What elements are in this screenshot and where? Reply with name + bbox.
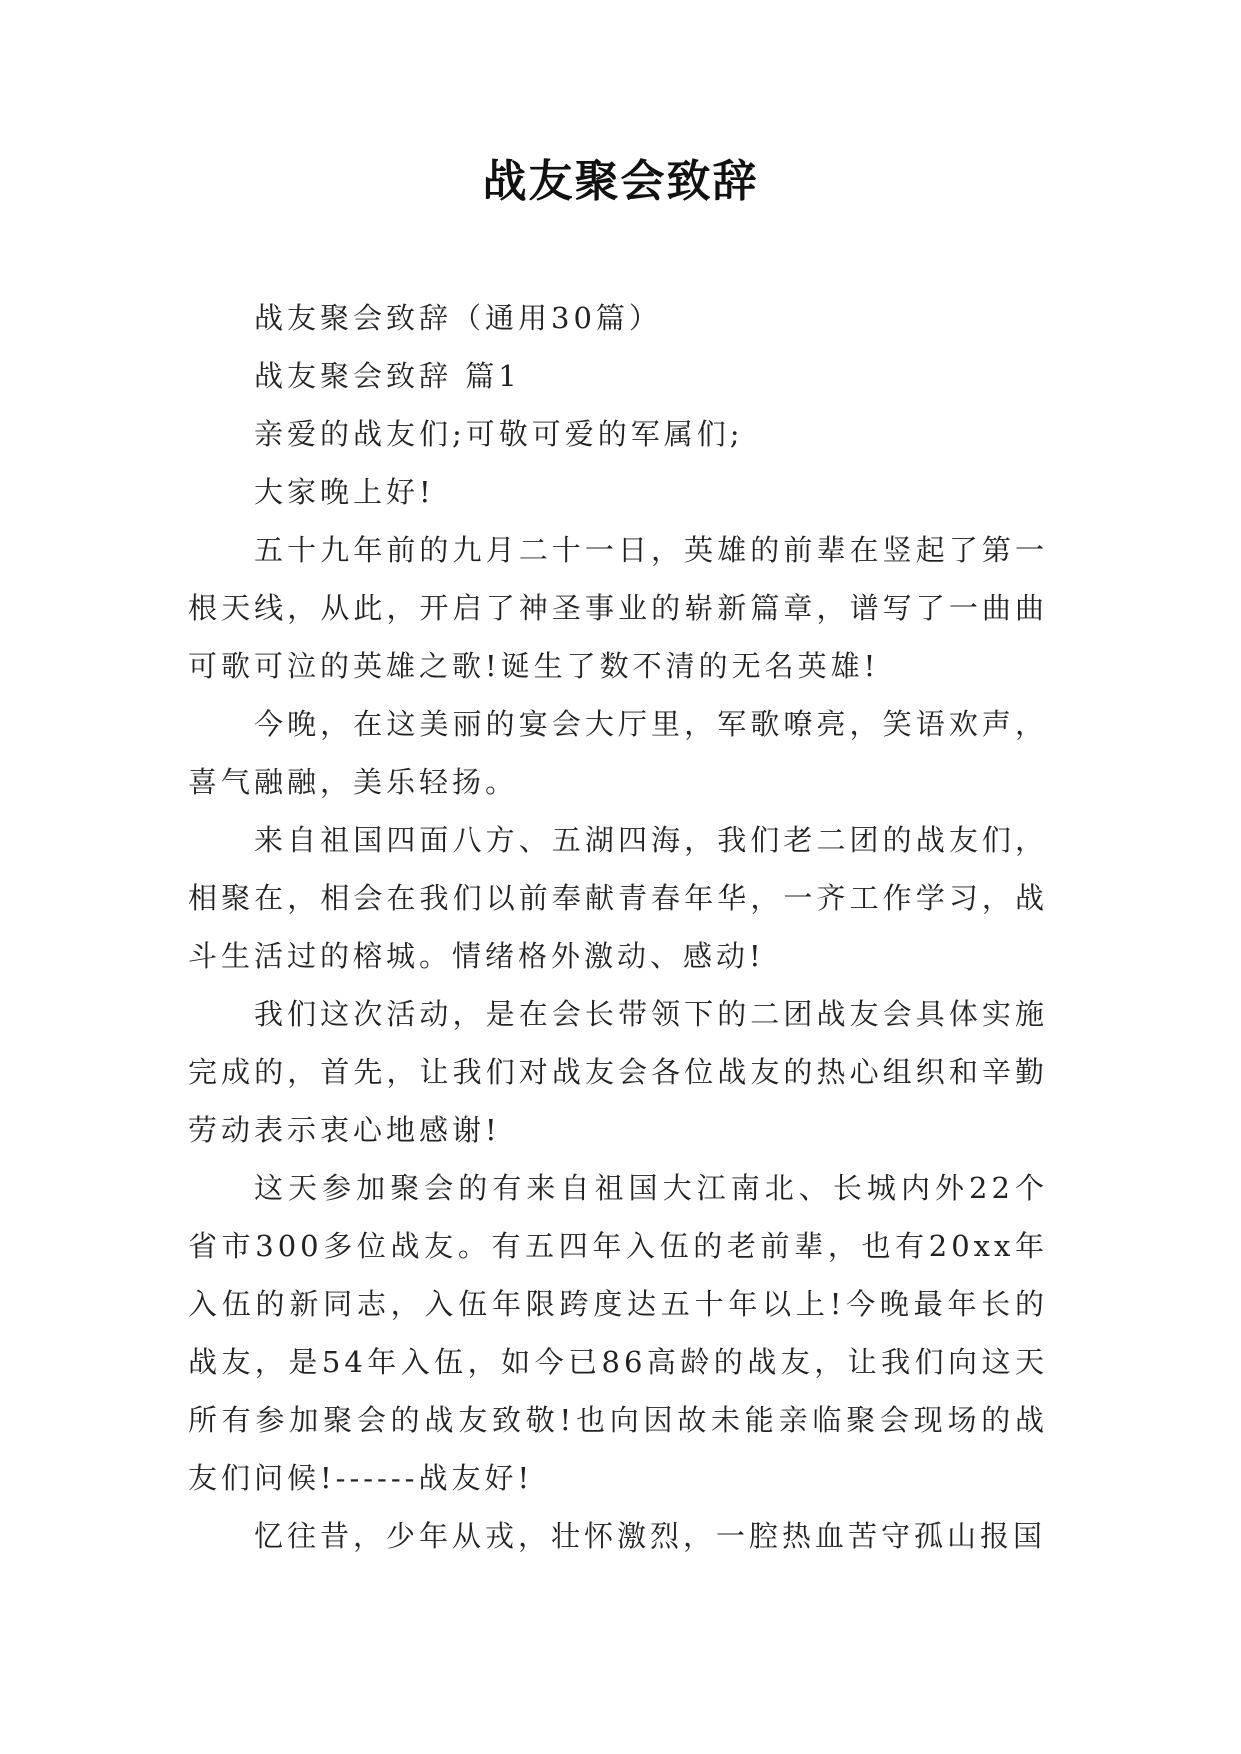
paragraph: 忆往昔，少年从戎，壮怀激烈，一腔热血苦守孤山报国 <box>254 1519 1047 1553</box>
paragraph: 我们这次活动，是在会长带领下的二团战友会具体实施完成的，首先，让我们对战友会各位战友的热心组织和辛勤劳动表示衷心地感谢! <box>188 997 1048 1147</box>
paragraph: 五十九年前的九月二十一日，英雄的前辈在竖起了第一根天线，从此，开启了神圣事业的崭新篇章，谱写了一曲曲可歌可泣的英雄之歌!诞生了数不清的无名英雄! <box>188 533 1048 683</box>
document-body <box>188 289 1048 1565</box>
paragraph-subtitle: 战友聚会致辞（通用30篇） <box>254 301 662 335</box>
paragraph-salutation: 亲爱的战友们;可敬可爱的军属们; <box>254 417 744 451</box>
paragraph: 今晚，在这美丽的宴会大厅里，军歌嘹亮，笑语欢声，喜气融融，美乐轻扬。 <box>188 707 1048 799</box>
paragraph: 来自祖国四面八方、五湖四海，我们老二团的战友们，相聚在，相会在我们以前奉献青春年华，一齐工作学习，战斗生活过的榕城。情绪格外激动、感动! <box>188 823 1048 973</box>
paragraph-section-heading: 战友聚会致辞 篇1 <box>254 359 521 393</box>
paragraph: 这天参加聚会的有来自祖国大江南北、长城内外22个省市300多位战友。有五四年入伍的老前辈，也有20xx年入伍的新同志，入伍年限跨度达五十年以上!今晚最年长的战友，是54年入伍，如今已86高龄的战友，让我们向这天所有参加聚会的战友致敬!也向因故未能亲临聚会现场的战友们问候!------战友好! <box>188 1171 1048 1495</box>
document-title: 战友聚会致辞 <box>482 156 759 207</box>
paragraph-greeting: 大家晚上好! <box>254 475 435 509</box>
